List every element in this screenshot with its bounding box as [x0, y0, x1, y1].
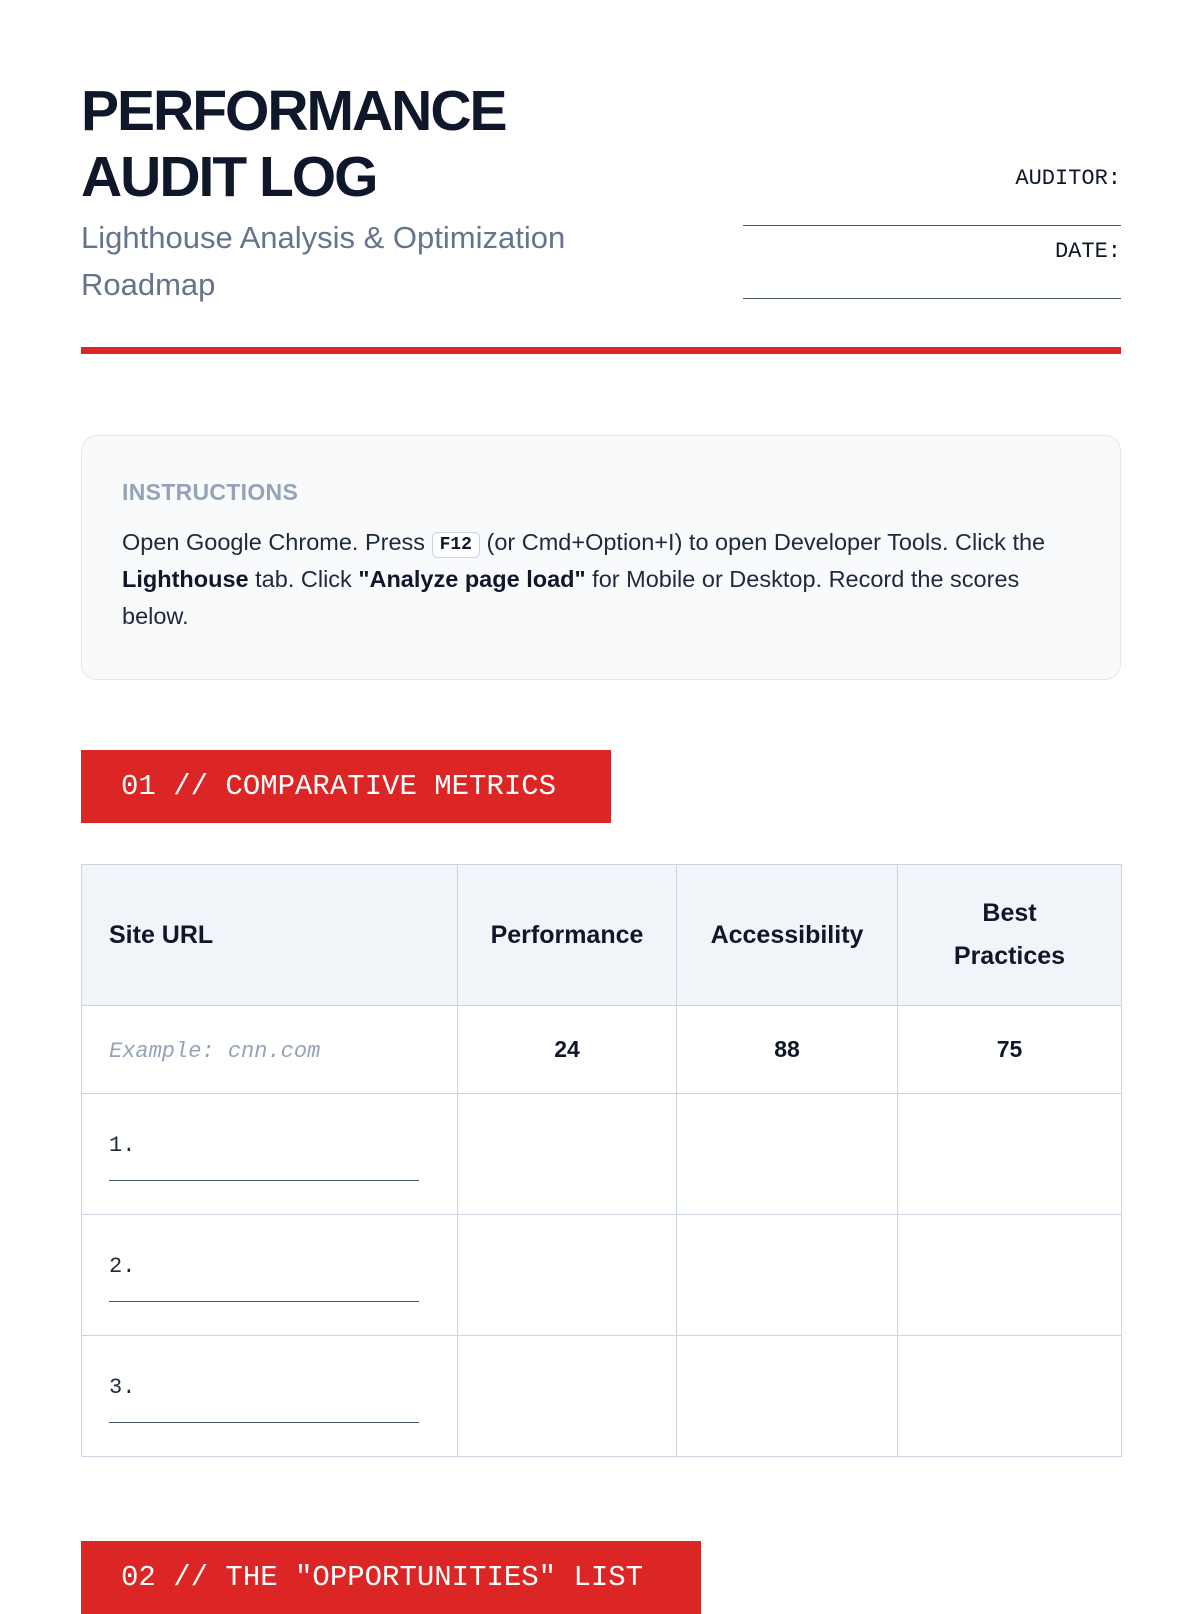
row-number: 3.: [109, 1374, 136, 1400]
header-divider: [81, 347, 1121, 354]
table-row: [82, 1215, 1122, 1336]
page-title: [81, 78, 506, 210]
header: [81, 0, 1121, 355]
page-subtitle: Lighthouse Analysis & Optimization Roadmap: [81, 220, 566, 302]
f12-key: F12: [432, 532, 480, 558]
write-line: [109, 1289, 419, 1302]
row-number: 1.: [109, 1132, 136, 1158]
header-best-practices: Best Practices: [898, 865, 1122, 1006]
table-header-row: [82, 865, 1122, 1006]
analyze-button-name: "Analyze page load": [358, 566, 586, 592]
best-practices-input-2[interactable]: [898, 1215, 1122, 1336]
meta-fields: [743, 166, 1121, 312]
site-url-input-1[interactable]: [82, 1094, 458, 1215]
performance-input-2[interactable]: [458, 1215, 677, 1336]
instructions-title: INSTRUCTIONS: [122, 479, 299, 505]
example-best-practices: 75: [898, 1006, 1122, 1094]
lighthouse-tab-name: Lighthouse: [122, 566, 249, 592]
table-row: [82, 1336, 1122, 1457]
table-row-example: [82, 1006, 1122, 1094]
date-field[interactable]: [743, 239, 1121, 312]
site-url-input-3[interactable]: [82, 1336, 458, 1457]
page: [81, 0, 1121, 1594]
example-url: Example: cnn.com: [109, 1038, 321, 1064]
write-line: [109, 1410, 419, 1423]
example-performance: 24: [458, 1006, 677, 1094]
auditor-line: [743, 225, 1121, 226]
header-site-url: Site URL: [82, 865, 458, 1006]
auditor-label: AUDITOR:: [1015, 166, 1121, 191]
performance-input-3[interactable]: [458, 1336, 677, 1457]
header-performance: Performance: [458, 865, 677, 1006]
accessibility-input-1[interactable]: [677, 1094, 898, 1215]
section-banner-comparative-metrics: 01 // COMPARATIVE METRICS: [81, 750, 611, 823]
write-line: [109, 1168, 419, 1181]
date-line: [743, 298, 1121, 299]
instr-text-3: tab. Click: [248, 566, 359, 592]
performance-input-1[interactable]: [458, 1094, 677, 1215]
header-accessibility: Accessibility: [677, 865, 898, 1006]
best-practices-input-3[interactable]: [898, 1336, 1122, 1457]
title-line-2: AUDIT LOG: [81, 145, 377, 209]
date-label: DATE:: [1054, 239, 1121, 264]
row-number: 2.: [109, 1253, 136, 1279]
instr-text-1: Open Google Chrome. Press: [122, 529, 432, 555]
instr-text-2: (or Cmd+Option+I) to open Developer Tools. Click the: [479, 529, 1046, 555]
title-line-1: PERFORMANCE: [81, 79, 506, 143]
section-banner-opportunities: 02 // THE "OPPORTUNITIES" LIST: [81, 1541, 701, 1614]
site-url-input-2[interactable]: [82, 1215, 458, 1336]
accessibility-input-2[interactable]: [677, 1215, 898, 1336]
instructions-box: [81, 435, 1121, 680]
best-practices-input-1[interactable]: [898, 1094, 1122, 1215]
metrics-table: [81, 864, 1122, 1457]
instr-text-4: for Mobile or Desktop. Record the scores below.: [122, 566, 1020, 629]
example-url-cell: [82, 1006, 458, 1094]
instructions-text: [122, 524, 1080, 635]
example-accessibility: 88: [677, 1006, 898, 1094]
accessibility-input-3[interactable]: [677, 1336, 898, 1457]
auditor-field[interactable]: [743, 166, 1121, 239]
table-row: [82, 1094, 1122, 1215]
